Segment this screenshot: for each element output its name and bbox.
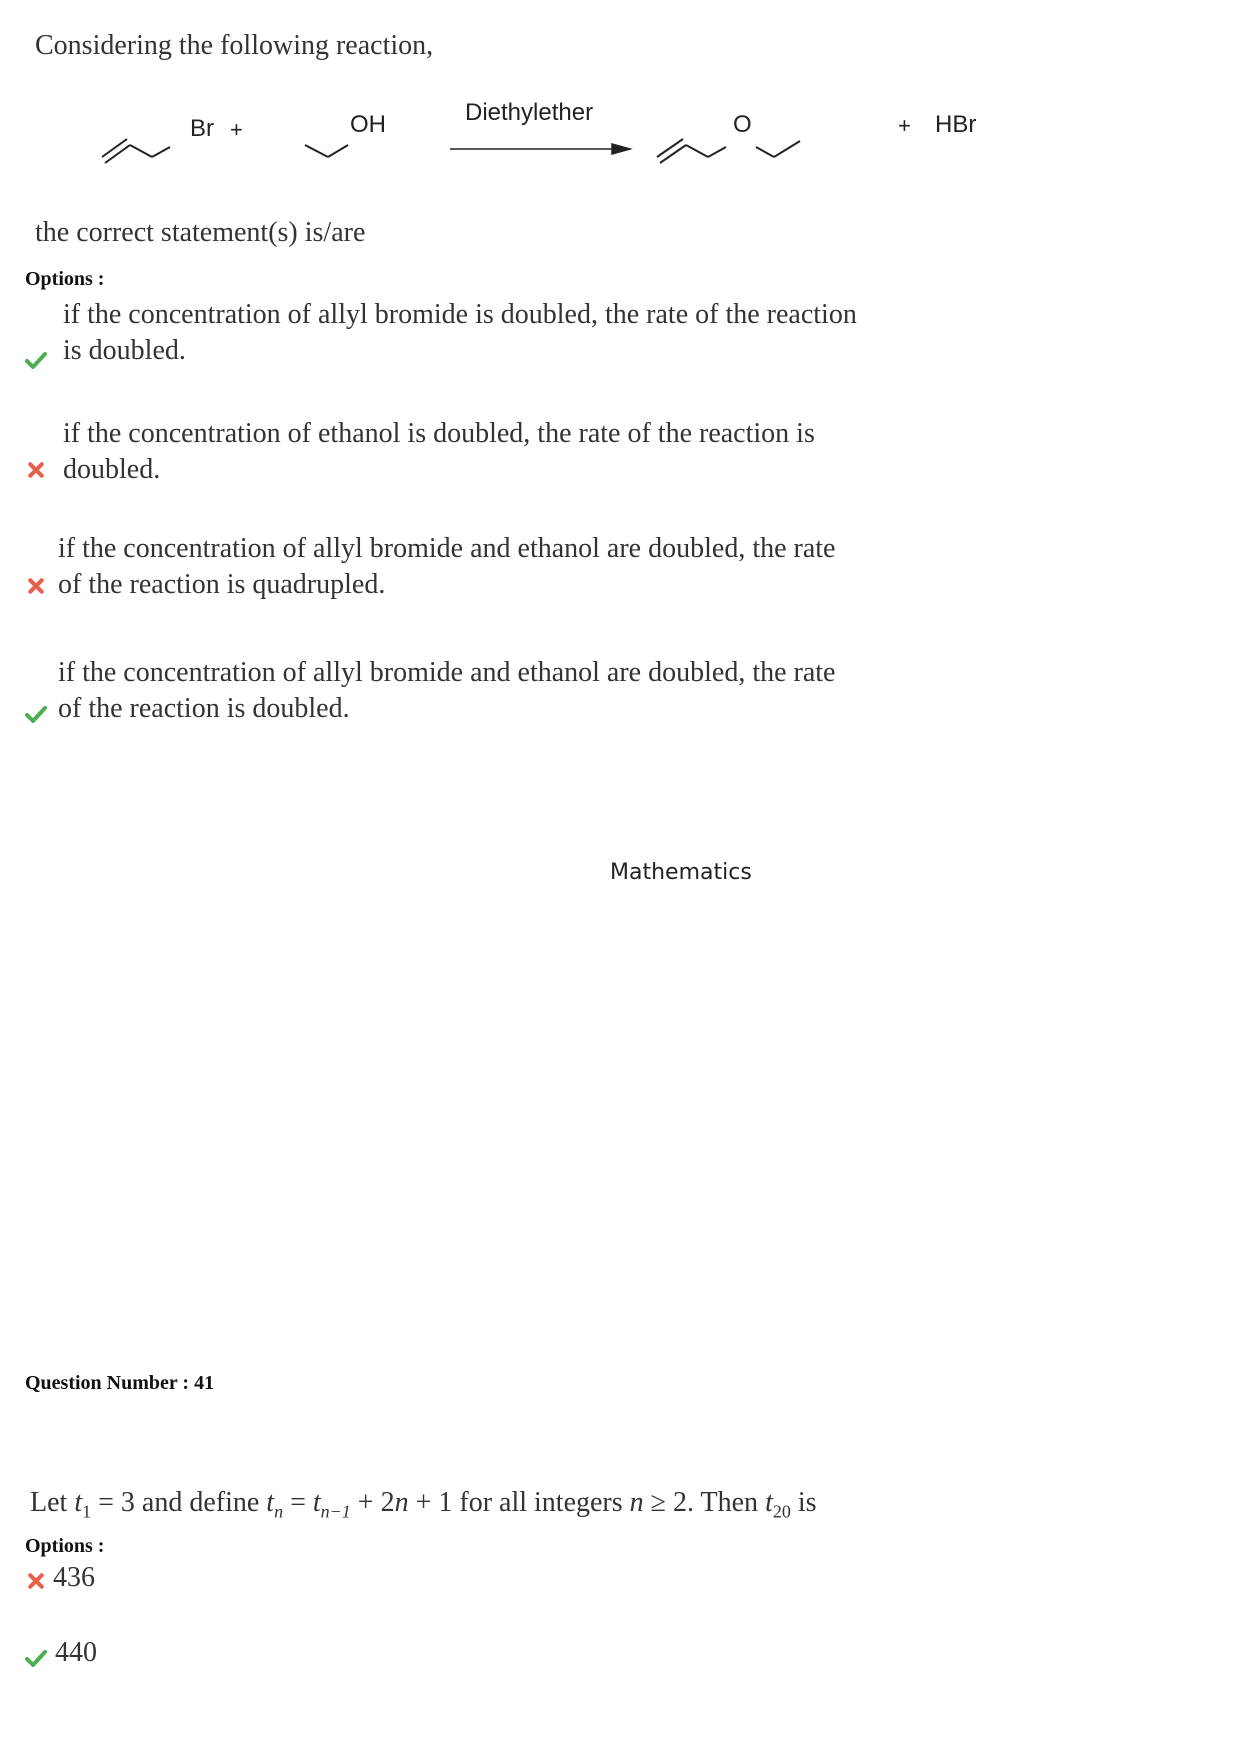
options-label: Options : [25, 268, 105, 290]
option-text-line1: if the concentration of allyl bromide and ethanol are doubled, the rate [58, 533, 836, 564]
options-label: Options : [25, 1535, 105, 1557]
option-text-line1: if the concentration of ethanol is doubled, the rate of the reaction is [63, 418, 815, 449]
option-3[interactable] [25, 531, 985, 611]
option-text: 440 [55, 1637, 97, 1668]
allyl-bromide-structure [102, 139, 170, 163]
check-icon [25, 1647, 47, 1669]
allyl-ethyl-ether-structure [657, 139, 800, 163]
cross-icon [27, 1572, 45, 1590]
option-text-line2: is doubled. [63, 335, 186, 366]
byproduct-label: HBr [935, 111, 977, 138]
reaction-arrow [450, 144, 630, 154]
check-icon [25, 349, 47, 371]
option-2[interactable] [25, 416, 985, 496]
option-text-line2: of the reaction is quadrupled. [58, 569, 386, 600]
option-text: 436 [53, 1562, 95, 1593]
option-1[interactable] [25, 1560, 225, 1600]
reactant2-label: OH [350, 111, 386, 138]
option-text-line1: if the concentration of allyl bromide and ethanol are doubled, the rate [58, 657, 836, 688]
reactant1-label: Br [190, 115, 214, 142]
question-prompt: the correct statement(s) is/are [35, 217, 366, 248]
option-2[interactable] [25, 1635, 225, 1675]
check-icon [25, 703, 47, 725]
option-1[interactable] [25, 297, 985, 377]
solvent-label: Diethylether [465, 99, 594, 126]
question-stem: Let $t_1 = 3$ and define $t_n = t_{n-1} + 2n + 1$ for all integers n ≥ 2. Then $t_{20}$ is [30, 1487, 817, 1522]
product-oxygen-label: O [733, 111, 752, 138]
option-text-line1: if the concentration of allyl bromide is doubled, the rate of the reaction [63, 299, 857, 330]
cross-icon [27, 577, 45, 595]
question-intro: Considering the following reaction, [35, 30, 434, 61]
ethanol-structure [305, 145, 348, 157]
option-text-line2: of the reaction is doubled. [58, 693, 350, 724]
plus-sign: + [898, 113, 911, 138]
option-text-line2: doubled. [63, 454, 161, 485]
reaction-scheme [90, 95, 1010, 175]
section-title: Mathematics [610, 860, 752, 885]
option-4[interactable] [25, 655, 985, 735]
question-number: Question Number : 41 [25, 1372, 215, 1394]
plus-sign: + [230, 117, 243, 142]
cross-icon [27, 461, 45, 479]
